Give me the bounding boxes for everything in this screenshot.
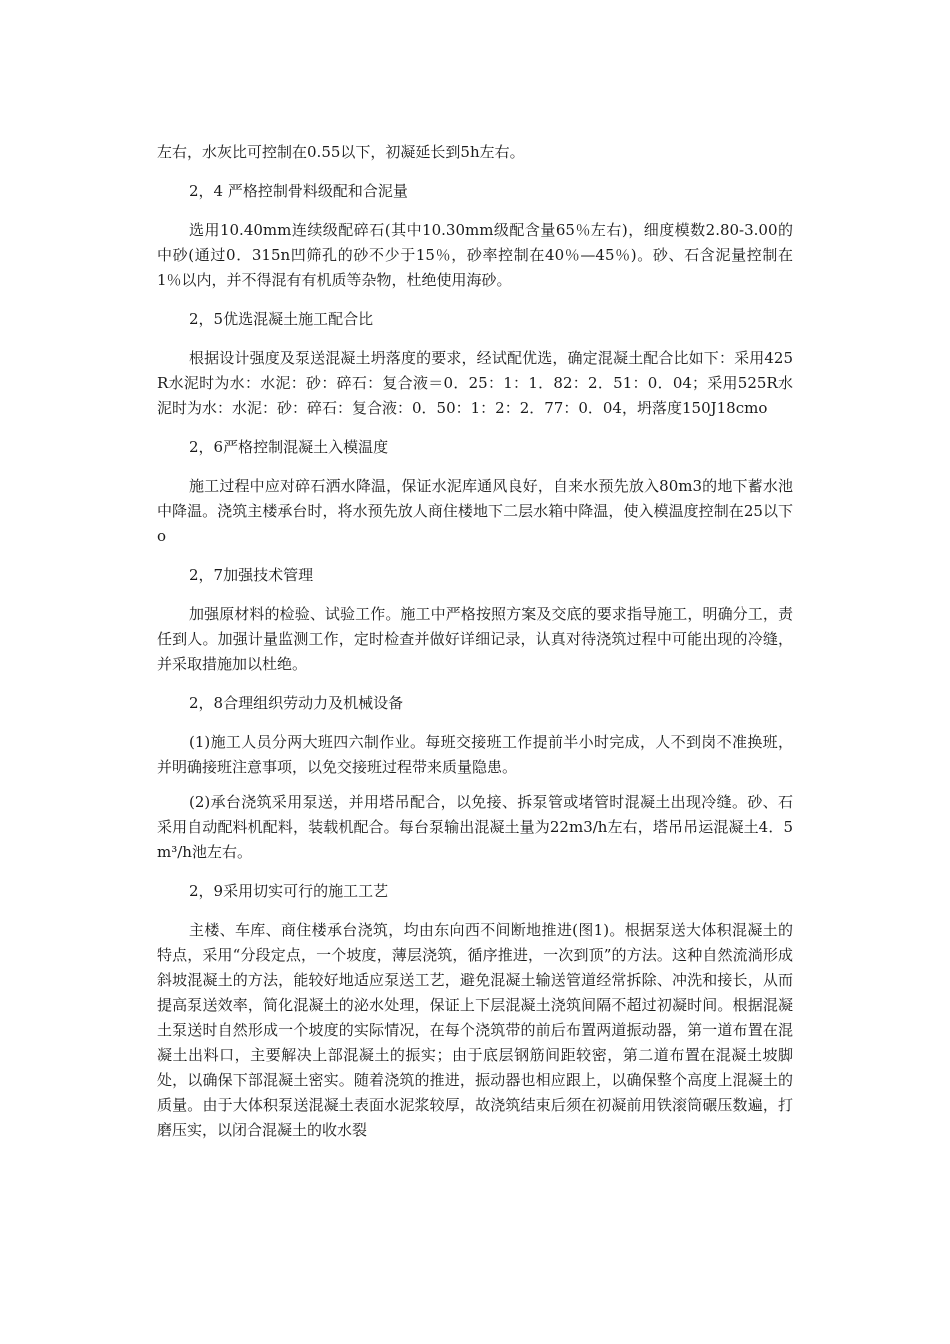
paragraph-mix-ratio: 根据设计强度及泵送混凝土坍落度的要求，经试配优选，确定混凝土配合比如下：采用425R水泥时为水：水泥：砂：碎石：复合液＝0．25：1：1．82：2．51：0．04；采用525R水泥时为水：水泥：砂：碎石：复合液：0．50：1：2：2．77：0．04，坍落度150J18cmo	[157, 349, 793, 417]
paragraph-equipment: (2)承台浇筑采用泵送，并用塔吊配合，以免接、拆泵管或堵管时混凝土出现冷缝。砂、石采用自动配料机配料，装载机配合。每台泵输出混凝土量为22m3/h左右，塔吊吊运混凝土4．5m³/h池左右。	[157, 793, 793, 861]
section-heading-2-7: 2，7加强技术管理	[189, 566, 314, 584]
paragraph-management: 加强原材料的检验、试验工作。施工中严格按照方案及交底的要求指导施工，明确分工，责任到人。加强计量监测工作，定时检查并做好详细记录，认真对待浇筑过程中可能出现的冷缝，并采取措施加以杜绝。	[157, 605, 793, 673]
paragraph-process: 主楼、车库、商住楼承台浇筑，均由东向西不间断地推进(图1)。根据泵送大体积混凝土的特点，采用“分段定点，一个坡度，薄层浇筑，循序推进，一次到顶”的方法。这种自然流淌形成斜坡混凝土的方法，能较好地适应泵送工艺，避免混凝土输送管道经常拆除、冲洗和接长，从而提高泵送效率，简化混凝土的泌水处理，保证上下层混凝土浇筑间隔不超过初凝时间。根据混凝土泵送时自然形成一个坡度的实际情况，在每个浇筑带的前后布置两道振动器，第一道布置在混凝土出料口，主要解决上部混凝土的振实；由于底层钢筋间距较密，第二道布置在混凝土坡脚处，以确保下部混凝土密实。随着浇筑的推进，振动器也相应跟上，以确保整个高度上混凝土的质量。由于大体积泵送混凝土表面水泥浆较厚，故浇筑结束后须在初凝前用铁滚筒碾压数遍，打磨压实，以闭合混凝土的收水裂	[157, 921, 793, 1139]
paragraph-aggregate: 选用10.40mm连续级配碎石(其中10.30mm级配含量65％左右)，细度模数2.80-3.00的中砂(通过0．315n凹筛孔的砂不少于15％，砂率控制在40％—45％)。砂、石含泥量控制在1％以内，并不得混有有机质等杂物，杜绝使用海砂。	[157, 221, 793, 289]
section-heading-2-9: 2，9采用切实可行的施工工艺	[189, 882, 389, 900]
paragraph-temperature: 施工过程中应对碎石洒水降温，保证水泥库通风良好，自来水预先放入80m3的地下蓄水池中降温。浇筑主楼承台时，将水预先放人商住楼地下二层水箱中降温，使入模温度控制在25以下o	[157, 477, 793, 545]
paragraph-labor: (1)施工人员分两大班四六制作业。每班交接班工作提前半小时完成，人不到岗不准换班，并明确接班注意事项，以免交接班过程带来质量隐患。	[157, 733, 793, 776]
continuation-text: 左右，水灰比可控制在0.55以下，初凝延长到5h左右。	[157, 143, 525, 161]
section-heading-2-8: 2，8合理组织劳动力及机械设备	[189, 694, 404, 712]
document-body	[157, 136, 793, 1143]
section-heading-2-6: 2，6严格控制混凝土入模温度	[189, 438, 389, 456]
section-heading-2-4: 2，4 严格控制骨料级配和合泥量	[189, 182, 408, 200]
section-heading-2-5: 2，5优选混凝土施工配合比	[189, 310, 374, 328]
